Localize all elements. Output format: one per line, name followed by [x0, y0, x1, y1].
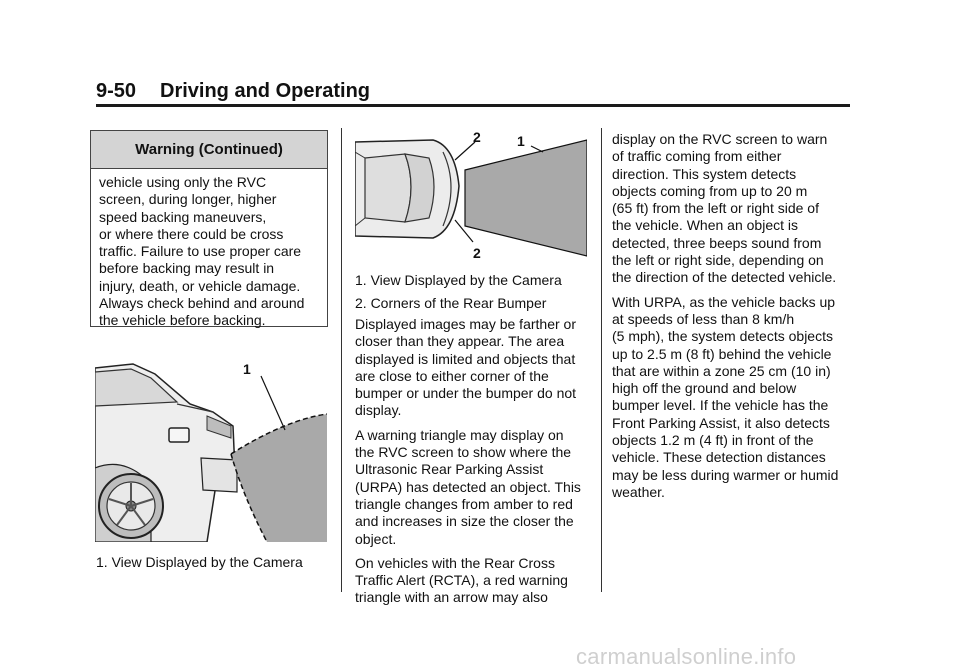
page-number: 9-50 — [96, 80, 137, 102]
text-line: detected, three beeps sound from — [612, 234, 822, 251]
callout-1-top: 1 — [517, 133, 525, 149]
text-line: display. — [355, 402, 402, 419]
caption-top-view-2: 2. Corners of the Rear Bumper — [355, 295, 547, 311]
text-line: the direction of the detected vehicle. — [612, 269, 837, 286]
text-line: bumper level. If the vehicle has the — [612, 397, 829, 414]
warning-line: before backing may result in — [99, 260, 275, 277]
text-line: bumper or under the bumper do not — [355, 385, 577, 402]
text-line: of traffic coming from either — [612, 148, 782, 165]
text-line: Ultrasonic Rear Parking Assist — [355, 461, 544, 478]
warning-line: the vehicle before backing. — [99, 312, 266, 329]
paragraph — [355, 427, 595, 548]
paragraph — [612, 294, 857, 502]
body-column-3 — [612, 131, 857, 508]
watermark: carmanualsonline.info — [576, 644, 797, 669]
text-line: may be less during warmer or humid — [612, 466, 839, 483]
warning-line: speed backing maneuvers, — [99, 208, 267, 225]
paragraph — [612, 131, 857, 287]
caption-top-view-1: 1. View Displayed by the Camera — [355, 272, 562, 288]
text-line: displayed is limited and objects that — [355, 350, 576, 367]
text-line: (65 ft) from the left or right side of — [612, 200, 819, 217]
text-line: are close to either corner of the — [355, 367, 549, 384]
text-line: direction. This system detects — [612, 165, 797, 182]
text-line: closer than they appear. The area — [355, 333, 565, 350]
column-divider — [601, 128, 602, 592]
column-divider — [341, 128, 342, 592]
caption-side-view: 1. View Displayed by the Camera — [96, 554, 303, 570]
warning-line: Always check behind and around — [99, 295, 305, 312]
rear-side-camera-illustration — [95, 360, 327, 542]
warning-box — [90, 130, 328, 327]
text-line: On vehicles with the Rear Cross — [355, 554, 555, 571]
section-title: Driving and Operating — [160, 80, 371, 102]
text-line: the RVC screen to show where the — [355, 444, 572, 461]
warning-line: or where there could be cross — [99, 225, 284, 242]
text-line: A warning triangle may display on — [355, 426, 564, 443]
text-line: objects 1.2 m (4 ft) in front of the — [612, 432, 814, 449]
text-line: objects coming from up to 20 m — [612, 182, 808, 199]
text-line: triangle changes from amber to red — [355, 495, 573, 512]
text-line: that are within a zone 25 cm (10 in) — [612, 362, 831, 379]
text-line: the vehicle. When an object is — [612, 217, 798, 234]
text-line: (5 mph), the system detects objects — [612, 328, 833, 345]
warning-line: injury, death, or vehicle damage. — [99, 277, 301, 294]
warning-line: traffic. Failure to use proper care — [99, 243, 302, 260]
paragraph — [355, 555, 595, 607]
text-line: With URPA, as the vehicle backs up — [612, 293, 836, 310]
paragraph — [355, 316, 595, 420]
text-line: object. — [355, 530, 397, 547]
text-line: up to 2.5 m (8 ft) behind the vehicle — [612, 345, 832, 362]
text-line: triangle with an arrow may also — [355, 589, 548, 606]
body-column-2 — [355, 316, 595, 614]
warning-heading: Warning (Continued) — [91, 131, 327, 169]
text-line: the left or right side, depending on — [612, 252, 824, 269]
text-line: Traffic Alert (RCTA), a red warning — [355, 572, 568, 589]
text-line: at speeds of less than 8 km/h — [612, 310, 795, 327]
text-line: Front Parking Assist, it also detects — [612, 414, 830, 431]
page-header — [96, 80, 850, 107]
warning-line: vehicle using only the RVC — [99, 174, 267, 190]
text-line: high off the ground and below — [612, 380, 797, 397]
callout-2-top: 2 — [473, 130, 481, 145]
callout-1: 1 — [243, 361, 251, 377]
warning-body — [91, 169, 327, 330]
text-line: weather. — [612, 483, 665, 500]
text-line: display on the RVC screen to warn — [612, 131, 828, 147]
text-line: (URPA) has detected an object. This — [355, 478, 581, 495]
callout-2-bottom: 2 — [473, 245, 481, 260]
rear-top-camera-illustration — [355, 130, 587, 260]
warning-line: screen, during longer, higher — [99, 191, 277, 208]
text-line: vehicle. These detection distances — [612, 449, 826, 466]
text-line: Displayed images may be farther or — [355, 316, 576, 332]
text-line: and increases in size the closer the — [355, 513, 574, 530]
